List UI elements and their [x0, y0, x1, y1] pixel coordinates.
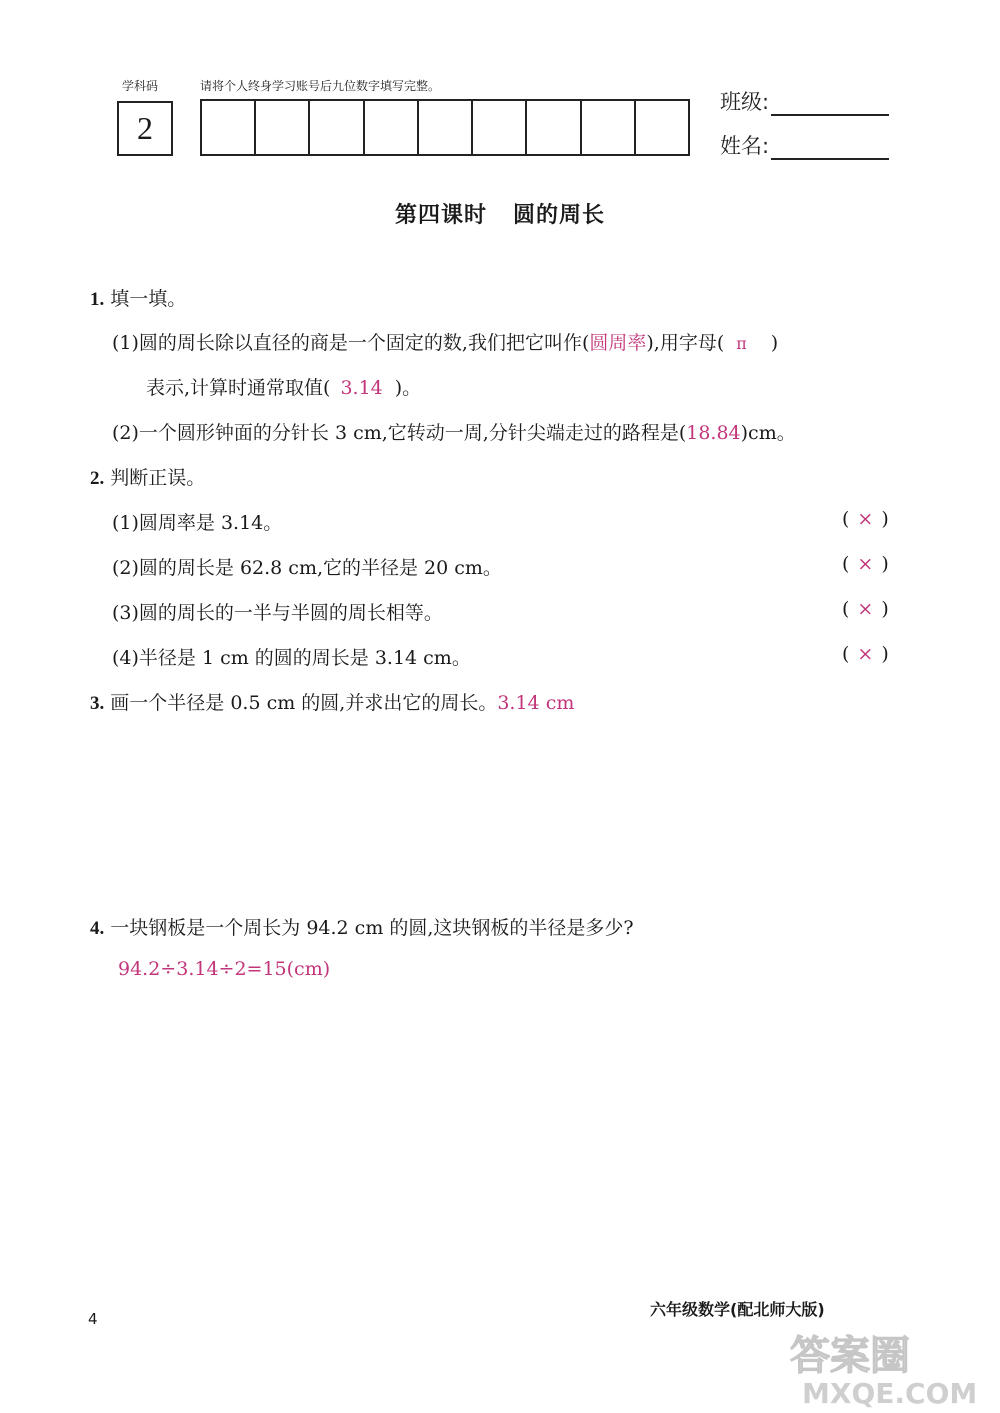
svg-text:答案圈: 答案圈 — [790, 1333, 910, 1379]
paren-close: ) — [881, 598, 889, 620]
question-number: 4. — [90, 918, 105, 939]
question-text: 画一个半径是 0.5 cm 的圆,并求出它的周长。 — [110, 692, 498, 714]
title-lesson: 第四课时 — [394, 203, 487, 228]
q2-item-1-answer — [842, 508, 889, 530]
digit-box[interactable] — [636, 101, 688, 154]
answer-circumference: 3.14 cm — [497, 692, 575, 714]
paren-close: ) — [881, 643, 889, 665]
q1-sub2-text-b: )cm。 — [740, 422, 796, 444]
question-3 — [90, 688, 574, 715]
paren-close: ) — [881, 553, 889, 575]
digit-box[interactable] — [365, 101, 419, 154]
q1-sub1-line2 — [146, 373, 421, 400]
paren-close: ) — [881, 508, 889, 530]
q1-sub1-text-d: 表示,计算时通常取值( — [146, 377, 331, 399]
name-input-line[interactable] — [771, 138, 889, 160]
q1-sub1-text-c: ) — [770, 332, 779, 354]
question-text: 填一填。 — [110, 288, 187, 310]
q2-item-4: (4)半径是 1 cm 的圆的周长是 3.14 cm。 — [112, 647, 471, 669]
q1-sub1-text-e: )。 — [394, 377, 422, 399]
svg-text:MXQE.COM: MXQE.COM — [802, 1377, 978, 1410]
paren-open: ( — [842, 508, 850, 530]
digit-box[interactable] — [582, 101, 636, 154]
answer-distance: 18.84 — [686, 422, 741, 444]
paren-open: ( — [842, 643, 850, 665]
answer-mark: × — [857, 508, 874, 530]
class-input-line[interactable] — [771, 94, 889, 116]
digit-box[interactable] — [419, 101, 473, 154]
question-text: 一块钢板是一个周长为 94.2 cm 的圆,这块钢板的半径是多少? — [110, 917, 634, 939]
account-digit-boxes — [200, 99, 690, 156]
q1-sub1-text-a: (1)圆的周长除以直径的商是一个固定的数,我们把它叫作( — [112, 332, 590, 354]
q2-item-2: (2)圆的周长是 62.8 cm,它的半径是 20 cm。 — [112, 557, 502, 579]
digit-box[interactable] — [202, 101, 256, 154]
question-number: 1. — [90, 289, 105, 310]
paren-open: ( — [842, 598, 850, 620]
watermark-logo — [780, 1325, 990, 1410]
question-4 — [90, 913, 634, 940]
book-title: 六年级数学(配北师大版) — [650, 1300, 825, 1319]
title-topic: 圆的周长 — [513, 203, 606, 228]
q1-sub2 — [112, 418, 796, 445]
name-field — [720, 130, 889, 160]
subject-code-label: 学科码 — [122, 79, 159, 93]
answer-pi-value: 3.14 — [340, 377, 383, 399]
q1-sub1-line1 — [112, 328, 778, 355]
answer-pi-name: 圆周率 — [589, 332, 647, 354]
page-title — [0, 198, 1000, 229]
q1-sub2-text-a: (2)一个圆形钟面的分针长 3 cm,它转动一周,分针尖端走过的路程是( — [112, 422, 687, 444]
name-label: 姓名: — [720, 134, 770, 158]
question-1 — [90, 284, 186, 311]
answer-pi-symbol: π — [736, 334, 747, 353]
answer-mark: × — [857, 643, 874, 665]
class-label: 班级: — [720, 90, 770, 114]
digit-box[interactable] — [527, 101, 581, 154]
page-number: 4 — [88, 1310, 98, 1328]
question-text: 判断正误。 — [110, 467, 206, 489]
subject-code-box: 2 — [117, 101, 173, 156]
q1-sub1-text-b: ),用字母( — [646, 332, 725, 354]
q2-item-2-answer — [842, 553, 889, 575]
paren-open: ( — [842, 553, 850, 575]
digit-box[interactable] — [473, 101, 527, 154]
question-2 — [90, 463, 205, 490]
account-instruction: 请将个人终身学习账号后九位数字填写完整。 — [200, 79, 441, 93]
answer-mark: × — [857, 553, 874, 575]
digit-box[interactable] — [310, 101, 364, 154]
question-number: 3. — [90, 693, 105, 714]
digit-box[interactable] — [256, 101, 310, 154]
q2-item-1: (1)圆周率是 3.14。 — [112, 512, 283, 534]
q2-item-3: (3)圆的周长的一半与半圆的周长相等。 — [112, 602, 443, 624]
answer-radius-calculation: 94.2÷3.14÷2=15(cm) — [118, 958, 331, 980]
q2-item-4-answer — [842, 643, 889, 665]
question-number: 2. — [90, 468, 105, 489]
answer-mark: × — [857, 598, 874, 620]
q2-item-3-answer — [842, 598, 889, 620]
class-field — [720, 86, 889, 116]
